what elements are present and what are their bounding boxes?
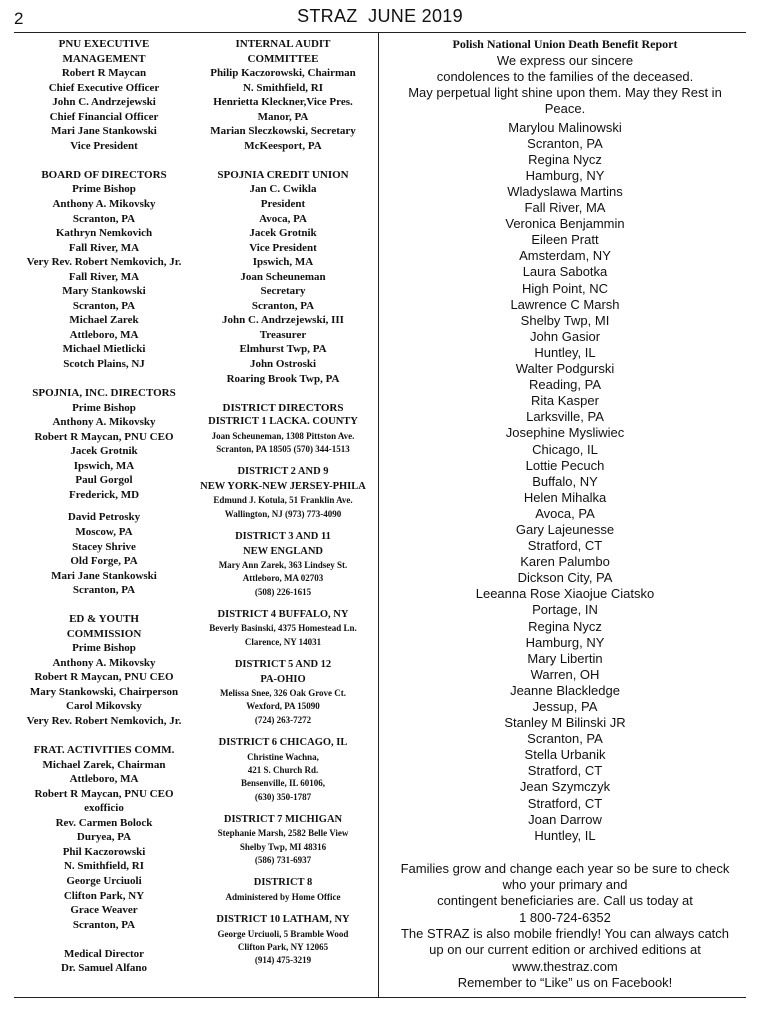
list-item: Jan C. Cwikla [249, 183, 317, 196]
list-item: Robert R Maycan, PNU CEO [34, 787, 174, 800]
list-item: Anthony A. Mikovsky [52, 416, 156, 429]
deceased-name: Marylou Malinowski [508, 119, 622, 135]
list-item: Philip Kaczorowski, Chairman [210, 67, 356, 80]
district-title: DISTRICT 8 [253, 877, 313, 889]
list-item: Mari Jane Stankowski [51, 125, 157, 138]
district-entry [192, 913, 374, 967]
list-item: Vice President [70, 139, 138, 152]
district-title: PA-OHIO [260, 673, 306, 685]
footer-line: Remember to “Like” us on Facebook! [457, 974, 673, 990]
deceased-name: Wladyslawa Martins [507, 184, 623, 199]
deceased-place: Regina Nycz [528, 618, 602, 634]
deceased-place: Lottie Pecuch [525, 457, 605, 473]
deceased-place: Josephine Mysliwiec [505, 425, 625, 441]
district-line: Scranton, PA 18505 (570) 344-1513 [216, 443, 350, 454]
list-item: Robert R Maycan, PNU CEO [34, 671, 174, 684]
district-entry [192, 876, 374, 904]
deceased-name: Larksville, PA [526, 409, 604, 425]
deceased-name: Stratford, CT [527, 763, 603, 779]
list-item: Clifton Park, NY [63, 889, 145, 902]
list-item: Prime Bishop [72, 183, 136, 196]
list-item: Dr. Samuel Alfano [60, 962, 148, 975]
section-title: COMMITTEE [247, 52, 319, 65]
list-item: Roaring Brook Twp, PA [226, 372, 340, 385]
district-line: Mary Ann Zarek, 363 Lindsey St. [218, 560, 348, 571]
section-ed-youth-commission [14, 612, 194, 728]
list-item: President [260, 197, 306, 210]
list-item: Fall River, MA [68, 270, 140, 283]
list-item: John C. Andrzejewski [52, 96, 156, 109]
top-rule [14, 32, 746, 33]
district-entry [192, 465, 374, 521]
list-item: Elmhurst Twp, PA [239, 343, 327, 356]
district-title: NEW YORK-NEW JERSEY-PHILA [200, 480, 366, 492]
deceased-name: Regina Nycz [528, 151, 602, 167]
list-item: Mari Jane Stankowski [51, 569, 157, 582]
section-title: FRAT. ACTIVITIES COMM. [33, 744, 175, 757]
footer-line: The STRAZ is also mobile friendly! You can always catch [400, 926, 730, 942]
deceased-place: Eileen Pratt [531, 232, 599, 248]
list-item: Fall River, MA [68, 241, 140, 254]
section-title-district-directors: DISTRICT DIRECTORS [222, 401, 344, 414]
list-item: Moscow, PA [75, 525, 133, 538]
section-title: INTERNAL AUDIT [235, 38, 331, 50]
district-title: DISTRICT 6 CHICAGO, IL [218, 737, 348, 749]
deceased-name: Hamburg, NY [525, 634, 605, 650]
column-committees [192, 37, 374, 968]
list-item: Avoca, PA [259, 212, 307, 225]
deceased-place: Stanley M Bilinski JR [504, 715, 626, 731]
district-line: Wexford, PA 15090 [246, 701, 320, 712]
deceased-place: Scranton, PA [527, 135, 603, 151]
deceased-place: Rita Kasper [531, 393, 599, 409]
list-item: Scranton, PA [72, 584, 136, 597]
list-item: Mary Stankowski [62, 285, 146, 298]
list-item: Henrietta Kleckner,Vice Pres. [213, 96, 353, 109]
list-item: Jacek Grotnik [249, 227, 317, 240]
district-line: Bensenville, IL 60106, [240, 778, 325, 789]
report-footer [384, 861, 746, 991]
list-item: Very Rev. Robert Nemkovich, Jr. [26, 256, 182, 269]
deceased-name: Portage, IN [532, 602, 598, 618]
list-item: Attleboro, MA [69, 773, 139, 786]
deceased-name: Jessup, PA [532, 699, 598, 714]
district-line: (914) 475-3219 [254, 955, 312, 966]
deceased-name: Warren, OH [530, 666, 600, 682]
deceased-place: Jeanne Blackledge [510, 682, 620, 698]
district-entry [192, 415, 374, 456]
list-item: McKeesport, PA [244, 139, 322, 152]
deceased-name: Reading, PA [528, 377, 602, 393]
list-item: Michael Mietlicki [62, 343, 146, 356]
list-item: Carol Mikovsky [66, 700, 142, 713]
list-item: John Ostroski [249, 357, 317, 370]
section-spojnia-credit-union [192, 168, 374, 386]
list-item: Scranton, PA [72, 918, 136, 931]
district-title: DISTRICT 1 LACKA. COUNTY [208, 416, 358, 428]
district-line: Melissa Snee, 326 Oak Grove Ct. [219, 688, 347, 699]
list-item: Chief Financial Officer [49, 110, 159, 123]
district-line: Joan Scheuneman, 1308 Pittston Ave. [211, 430, 355, 441]
district-list [192, 415, 374, 967]
district-entry [192, 813, 374, 867]
list-item: Attleboro, MA [69, 328, 139, 341]
footer-line: up on our current edition or archived editions at [429, 942, 701, 958]
list-item: Prime Bishop [72, 401, 136, 414]
deceased-name: High Point, NC [522, 280, 608, 296]
list-item: Michael Zarek, Chairman [42, 758, 166, 771]
district-title: DISTRICT 4 BUFFALO, NY [217, 608, 349, 620]
deceased-place: Leeanna Rose Xiaojue Ciatsko [475, 586, 655, 602]
district-title: NEW ENGLAND [242, 545, 324, 557]
list-item: Kathryn Nemkovich [55, 227, 153, 240]
deceased-name: Buffalo, NY [532, 473, 598, 489]
district-line: (586) 731-6937 [254, 854, 312, 865]
list-item: Duryea, PA [76, 831, 132, 844]
deceased-list [384, 120, 746, 844]
intro-line: May perpetual light shine upon them. May they Rest in [408, 85, 722, 101]
footer-website-link[interactable]: www.thestraz.com [512, 958, 618, 974]
list-item: Treasurer [259, 328, 307, 341]
list-item: John C. Andrzejewski, III [222, 314, 344, 327]
list-item: Paul Gorgol [75, 474, 133, 487]
deceased-place: Karen Palumbo [520, 554, 610, 570]
district-line: George Urciuoli, 5 Bramble Wood [217, 928, 349, 939]
list-item: exofficio [84, 802, 124, 815]
page-number: 2 [14, 9, 24, 28]
list-item: Robert R Maycan, PNU CEO [34, 430, 174, 443]
intro-line: condolences to the families of the deceased. [436, 69, 694, 85]
section-title: PNU EXECUTIVE [58, 38, 150, 50]
deceased-name: Amsterdam, NY [519, 248, 611, 264]
deceased-name: Avoca, PA [535, 505, 595, 521]
list-item: Vice President [249, 241, 317, 254]
district-line: Clarence, NY 14031 [244, 636, 322, 647]
deceased-place: Helen Mihalka [523, 489, 607, 505]
list-item: Phil Kaczorowski [62, 845, 146, 858]
section-frat-activities [14, 743, 194, 932]
district-title: DISTRICT 10 LATHAM, NY [216, 914, 350, 926]
intro-line: Peace. [544, 101, 586, 117]
list-item: Scranton, PA [72, 299, 136, 312]
deceased-name: Stratford, CT [527, 538, 603, 554]
deceased-place: Joan Darrow [528, 811, 602, 827]
district-line: Shelby Twp, MI 48316 [239, 841, 327, 852]
list-item: Rev. Carmen Bolock [55, 816, 153, 829]
report-title: Polish National Union Death Benefit Report [452, 37, 678, 51]
footer-line: Families grow and change each year so be sure to check [400, 860, 730, 876]
district-line: Stephanie Marsh, 2582 Belle View [217, 828, 349, 839]
list-item: N. Smithfield, RI [63, 860, 145, 873]
section-board-of-directors [14, 168, 194, 372]
list-item: David Petrosky [67, 511, 141, 524]
list-item: Scranton, PA [72, 212, 136, 225]
list-item: Ipswich, MA [73, 459, 135, 472]
list-item: Marian Sleczkowski, Secretary [210, 125, 356, 138]
district-title: DISTRICT 5 AND 12 [234, 659, 332, 671]
footer-line: who your primary and [502, 877, 628, 893]
deceased-place: Mary Libertin [527, 650, 603, 666]
list-item: N. Smithfield, RI [242, 81, 324, 94]
deceased-name: Veronica Benjammin [505, 216, 625, 232]
district-line: Beverly Basinski, 4375 Homestead Ln. [209, 623, 357, 634]
list-item: Scotch Plains, NJ [63, 357, 145, 370]
deceased-place: John Gasior [529, 328, 601, 344]
deceased-place: Walter Podgurski [515, 361, 615, 377]
district-entry [192, 608, 374, 649]
list-item: Michael Zarek [69, 314, 139, 327]
deceased-name: Dickson City, PA [517, 570, 613, 586]
list-item: Anthony A. Mikovsky [52, 197, 156, 210]
list-item: Stacey Shrive [72, 540, 136, 553]
district-line: (508) 226-1615 [254, 586, 312, 597]
district-title: DISTRICT 2 AND 9 [237, 466, 329, 478]
section-title: BOARD OF DIRECTORS [41, 168, 167, 181]
district-line: 421 S. Church Rd. [247, 764, 319, 775]
deceased-place: Stella Urbanik [524, 747, 606, 763]
deceased-place: Jean Szymczyk [519, 779, 611, 795]
list-item: Grace Weaver [70, 904, 138, 917]
deceased-place: Laura Sabotka [522, 264, 608, 280]
district-line: (630) 350-1787 [254, 791, 312, 802]
list-item: Scranton, PA [251, 299, 315, 312]
section-title: COMMISSION [66, 627, 142, 640]
district-line: Attleboro, MA 02703 [242, 573, 324, 584]
list-item: Mary Stankowski, Chairperson [29, 685, 179, 698]
list-item: Chief Executive Officer [48, 81, 160, 94]
section-medical-director [14, 947, 194, 976]
deceased-place: Lawrence C Marsh [510, 296, 620, 312]
district-entry [192, 530, 374, 599]
district-line: Clifton Park, NY 12065 [237, 941, 329, 952]
intro-line: We express our sincere [496, 53, 634, 68]
district-line: (724) 263-7272 [254, 714, 312, 725]
footer-line: 1 800-724-6352 [519, 909, 611, 925]
deceased-name: Scranton, PA [527, 731, 603, 747]
list-item: Joan Scheuneman [240, 270, 326, 283]
district-title: DISTRICT 3 AND 11 [235, 530, 331, 542]
section-title: SPOJNIA, INC. DIRECTORS [32, 387, 176, 400]
list-item: Very Rev. Robert Nemkovich, Jr. [26, 715, 182, 728]
district-line: Christine Wachna, [247, 751, 319, 762]
section-title: ED & YOUTH [69, 613, 139, 626]
district-title: DISTRICT 7 MICHIGAN [223, 813, 343, 825]
list-item: Manor, PA [257, 110, 309, 123]
district-line: Administered by Home Office [225, 891, 341, 902]
column-divider [378, 33, 379, 997]
district-entry [192, 736, 374, 804]
district-entry [192, 658, 374, 727]
footer-line: contingent beneficiaries are. Call us today at [437, 893, 693, 909]
district-line: Wallington, NJ (973) 773-4090 [224, 508, 342, 519]
deceased-name: Shelby Twp, MI [520, 312, 610, 328]
list-item: Prime Bishop [72, 642, 136, 655]
district-line: Edmund J. Kotula, 51 Franklin Ave. [213, 495, 353, 506]
list-item: Robert R Maycan [61, 67, 147, 80]
list-item: Secretary [260, 285, 306, 298]
list-item: Old Forge, PA [70, 555, 138, 568]
page-header-title: STRAZ JUNE 2019 [297, 6, 463, 26]
deceased-place: Gary Lajeunesse [515, 521, 615, 537]
deceased-name: Huntley, IL [534, 344, 596, 360]
deceased-name: Chicago, IL [532, 441, 598, 457]
list-item: Jacek Grotnik [70, 445, 138, 458]
column-death-benefit-report [384, 36, 746, 991]
bottom-rule [14, 997, 746, 998]
deceased-place: Fall River, MA [524, 200, 606, 216]
section-title: Medical Director [63, 947, 145, 960]
section-internal-audit [192, 37, 374, 153]
list-item: George Urciuoli [66, 874, 142, 887]
list-item: Frederick, MD [68, 488, 140, 501]
section-title: SPOJNIA CREDIT UNION [217, 168, 349, 181]
deceased-name: Huntley, IL [534, 827, 596, 843]
column-leadership [14, 37, 194, 976]
section-title: MANAGEMENT [62, 52, 146, 65]
section-pnu-executive [14, 37, 194, 153]
deceased-name: Stratford, CT [527, 795, 603, 811]
list-item: Anthony A. Mikovsky [52, 656, 156, 669]
section-spojnia-inc-directors [14, 386, 194, 598]
list-item: Ipswich, MA [252, 256, 314, 269]
deceased-place: Hamburg, NY [525, 167, 605, 183]
